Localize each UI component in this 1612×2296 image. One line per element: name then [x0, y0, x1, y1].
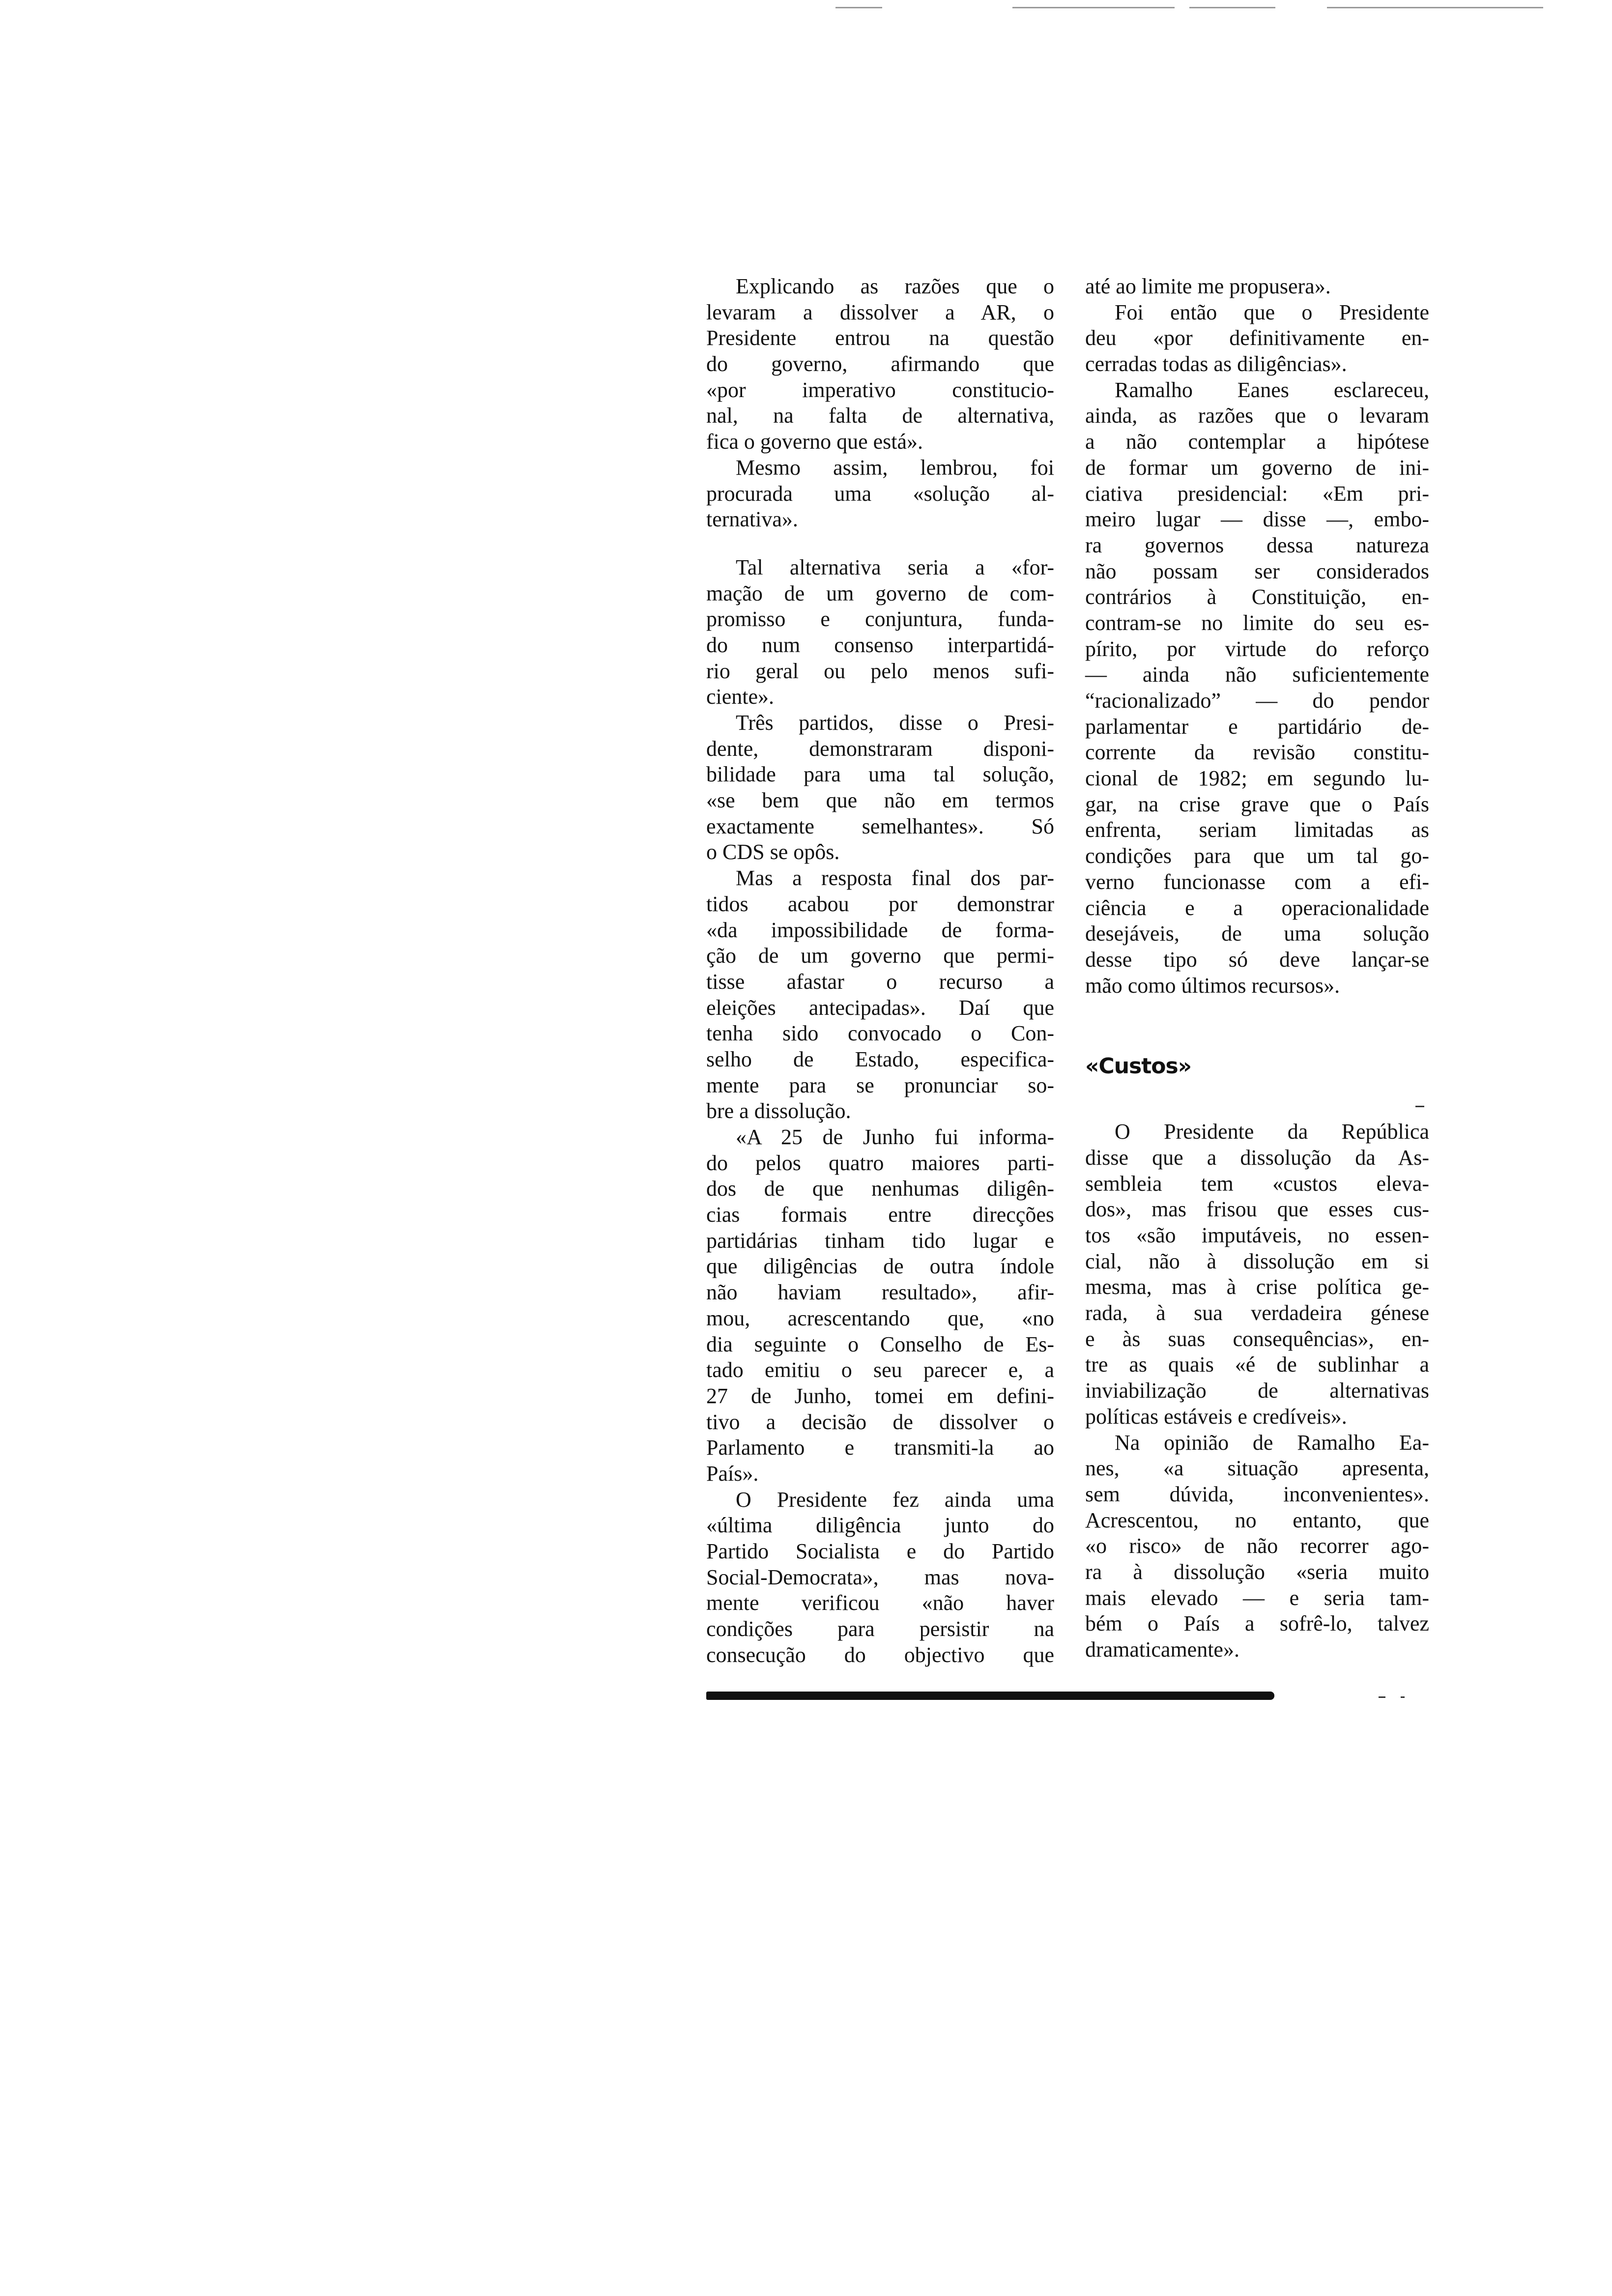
- text-line: bre a dissolução.: [706, 1099, 851, 1123]
- text-line: consecução do objectivo que: [706, 1642, 1054, 1667]
- text-line: ciativa presidencial: «Em pri-: [1085, 481, 1429, 506]
- text-line: País».: [706, 1461, 759, 1486]
- text-line: tivo a decisão de dissolver o: [706, 1409, 1054, 1434]
- text-line: tisse afastar o recurso a: [706, 969, 1054, 994]
- scan-speck: [1379, 1696, 1385, 1698]
- paragraph: [1085, 1119, 1429, 1430]
- text-line: dos», mas frisou que esses cus-: [1085, 1197, 1429, 1222]
- paragraph: [706, 455, 1054, 533]
- text-line: Ramalho Eanes esclareceu,: [1115, 377, 1429, 402]
- text-line: «o risco» de não recorrer ago-: [1085, 1534, 1429, 1558]
- text-line: mou, acrescentando que, «no: [706, 1306, 1054, 1330]
- text-line: sem dúvida, inconvenientes».: [1085, 1482, 1429, 1506]
- paragraph: [706, 274, 1054, 455]
- column-text-bottom: [1085, 1119, 1429, 1663]
- paragraph: [1085, 274, 1429, 300]
- text-line: Acrescentou, no entanto, que: [1085, 1508, 1429, 1532]
- paragraph: [706, 1487, 1054, 1668]
- text-line: dia seguinte o Conselho de Es-: [706, 1332, 1054, 1356]
- section-subheading: «Custos»: [1085, 1054, 1192, 1079]
- text-line: mão como últimos recursos».: [1085, 973, 1340, 998]
- text-line: «A 25 de Junho fui informa-: [736, 1125, 1054, 1149]
- article-column-left: [706, 274, 1054, 1668]
- paragraph-gap: [706, 533, 1054, 555]
- paragraph: [1085, 1430, 1429, 1663]
- text-line: rio geral ou pelo menos sufi-: [706, 659, 1054, 683]
- text-line: ciência e a operacionalidade: [1085, 895, 1429, 920]
- text-line: meiro lugar — disse —, embo-: [1085, 507, 1429, 532]
- text-line: «por imperativo constitucio-: [706, 377, 1054, 402]
- text-line: desejáveis, de uma solução: [1085, 921, 1429, 946]
- text-line: parlamentar e partidário de-: [1085, 714, 1429, 739]
- text-line: rada, à sua verdadeira génese: [1085, 1301, 1429, 1325]
- text-line: dramaticamente».: [1085, 1637, 1239, 1662]
- text-line: «se bem que não em termos: [706, 788, 1054, 813]
- text-line: dos de que nenhumas diligên-: [706, 1177, 1054, 1201]
- text-line: ção de um governo que permi-: [706, 944, 1054, 968]
- text-line: “racionalizado” — do pendor: [1085, 689, 1429, 713]
- text-line: do pelos quatro maiores parti-: [706, 1150, 1054, 1175]
- text-line: promisso e conjuntura, funda-: [706, 607, 1054, 631]
- text-line: verno funcionasse com a efi-: [1085, 869, 1429, 894]
- text-line: «última diligência junto do: [706, 1513, 1054, 1538]
- text-line: do num consenso interpartidá-: [706, 632, 1054, 657]
- text-line: o CDS se opôs.: [706, 840, 840, 864]
- text-line: deu «por definitivamente en-: [1085, 326, 1429, 350]
- text-line: fica o governo que está».: [706, 430, 923, 454]
- text-line: cional de 1982; em segundo lu-: [1085, 766, 1429, 791]
- paragraph: [706, 710, 1054, 865]
- paragraph: [706, 1124, 1054, 1487]
- text-line: nal, na falta de alternativa,: [706, 403, 1054, 428]
- paragraph: [706, 865, 1054, 1124]
- text-line: selho de Estado, especifica-: [706, 1047, 1054, 1071]
- text-line: O Presidente fez ainda uma: [736, 1487, 1054, 1512]
- text-line: mação de um governo de com-: [706, 581, 1054, 605]
- text-line: tado emitiu o seu parecer e, a: [706, 1358, 1054, 1382]
- text-line: contrários à Constituição, en-: [1085, 585, 1429, 609]
- text-line: Mesmo assim, lembrou, foi: [736, 455, 1054, 480]
- text-line: Na opinião de Ramalho Ea-: [1115, 1430, 1429, 1455]
- text-line: e às suas consequências», en-: [1085, 1326, 1429, 1351]
- text-line: nes, «a situação apresenta,: [1085, 1456, 1429, 1481]
- text-line: levaram a dissolver a AR, o: [706, 300, 1054, 324]
- scan-speck: [1401, 1696, 1405, 1698]
- text-line: cerradas todas as diligências».: [1085, 352, 1347, 376]
- text-line: 27 de Junho, tomei em defini-: [706, 1383, 1054, 1408]
- text-line: Social-Democrata», mas nova-: [706, 1565, 1054, 1589]
- text-line: até ao limite me propusera».: [1085, 274, 1331, 298]
- text-line: ciente».: [706, 685, 775, 709]
- scan-edge-line: [835, 7, 882, 8]
- text-line: Tal alternativa seria a «for-: [736, 555, 1054, 579]
- scan-edge-line: [1189, 7, 1275, 8]
- paragraph: [706, 555, 1054, 710]
- text-line: mesma, mas à crise política ge-: [1085, 1275, 1429, 1299]
- text-line: Mas a resposta final dos par-: [736, 866, 1054, 890]
- text-line: do governo, afirmando que: [706, 352, 1054, 376]
- column-text-top: [1085, 274, 1429, 999]
- text-line: ra à dissolução «seria muito: [1085, 1559, 1429, 1584]
- text-line: políticas estáveis e credíveis».: [1085, 1404, 1347, 1429]
- text-line: Três partidos, disse o Presi-: [736, 711, 1054, 735]
- text-line: mais elevado — e seria tam-: [1085, 1585, 1429, 1610]
- text-line: ternativa».: [706, 507, 798, 532]
- text-line: disse que a dissolução da As-: [1085, 1145, 1429, 1170]
- scan-edge-line: [1012, 7, 1175, 8]
- text-line: tos «são imputáveis, no essen-: [1085, 1223, 1429, 1247]
- text-line: desse tipo só deve lançar-se: [1085, 947, 1429, 972]
- text-line: tre as quais «é de sublinhar a: [1085, 1352, 1429, 1377]
- text-line: bilidade para uma tal solução,: [706, 762, 1054, 787]
- text-line: condições para que um tal go-: [1085, 844, 1429, 868]
- text-line: bém o País a sofrê-lo, talvez: [1085, 1611, 1429, 1636]
- text-line: ra governos dessa natureza: [1085, 533, 1429, 557]
- text-line: Parlamento e transmiti-la ao: [706, 1435, 1054, 1460]
- text-line: cias formais entre direcções: [706, 1203, 1054, 1227]
- text-line: dente, demonstraram disponi-: [706, 736, 1054, 761]
- text-line: corrente da revisão constitu-: [1085, 740, 1429, 765]
- text-line: cial, não à dissolução em si: [1085, 1249, 1429, 1273]
- text-line: que diligências de outra índole: [706, 1254, 1054, 1279]
- text-line: ainda, as razões que o levaram: [1085, 403, 1429, 428]
- text-line: enfrenta, seriam limitadas as: [1085, 818, 1429, 842]
- text-line: eleições antecipadas». Daí que: [706, 995, 1054, 1020]
- text-line: mente verificou «não haver: [706, 1591, 1054, 1615]
- text-line: Explicando as razões que o: [736, 274, 1054, 298]
- text-line: pírito, por virtude do reforço: [1085, 636, 1429, 661]
- text-line: não haviam resultado», afir-: [706, 1280, 1054, 1305]
- text-line: Foi então que o Presidente: [1115, 300, 1429, 324]
- article-column-right: [1085, 274, 1429, 1663]
- text-line: procurada uma «solução al-: [706, 481, 1054, 506]
- text-line: Partido Socialista e do Partido: [706, 1539, 1054, 1563]
- text-line: exactamente semelhantes». Só: [706, 814, 1054, 838]
- text-line: contram-se no limite do seu es-: [1085, 610, 1429, 635]
- text-line: tenha sido convocado o Con-: [706, 1021, 1054, 1046]
- article-end-rule: [706, 1692, 1274, 1700]
- text-line: não possam ser considerados: [1085, 559, 1429, 583]
- text-line: sembleia tem «custos eleva-: [1085, 1171, 1429, 1196]
- text-line: a não contemplar a hipótese: [1085, 430, 1429, 454]
- text-line: Presidente entrou na questão: [706, 326, 1054, 350]
- paragraph: [1085, 300, 1429, 377]
- text-line: — ainda não suficientemente: [1085, 662, 1429, 687]
- text-line: O Presidente da República: [1115, 1119, 1429, 1144]
- text-line: condições para persistir na: [706, 1617, 1054, 1641]
- paragraph: [1085, 377, 1429, 999]
- scan-edge-line: [1327, 7, 1543, 8]
- text-line: mente para se pronunciar so-: [706, 1073, 1054, 1097]
- text-line: inviabilização de alternativas: [1085, 1378, 1429, 1403]
- scan-speck: [1415, 1106, 1424, 1107]
- text-line: «da impossibilidade de forma-: [706, 918, 1054, 942]
- text-line: tidos acabou por demonstrar: [706, 891, 1054, 916]
- text-line: partidárias tinham tido lugar e: [706, 1228, 1054, 1253]
- text-line: gar, na crise grave que o País: [1085, 792, 1429, 816]
- text-line: de formar um governo de ini-: [1085, 455, 1429, 480]
